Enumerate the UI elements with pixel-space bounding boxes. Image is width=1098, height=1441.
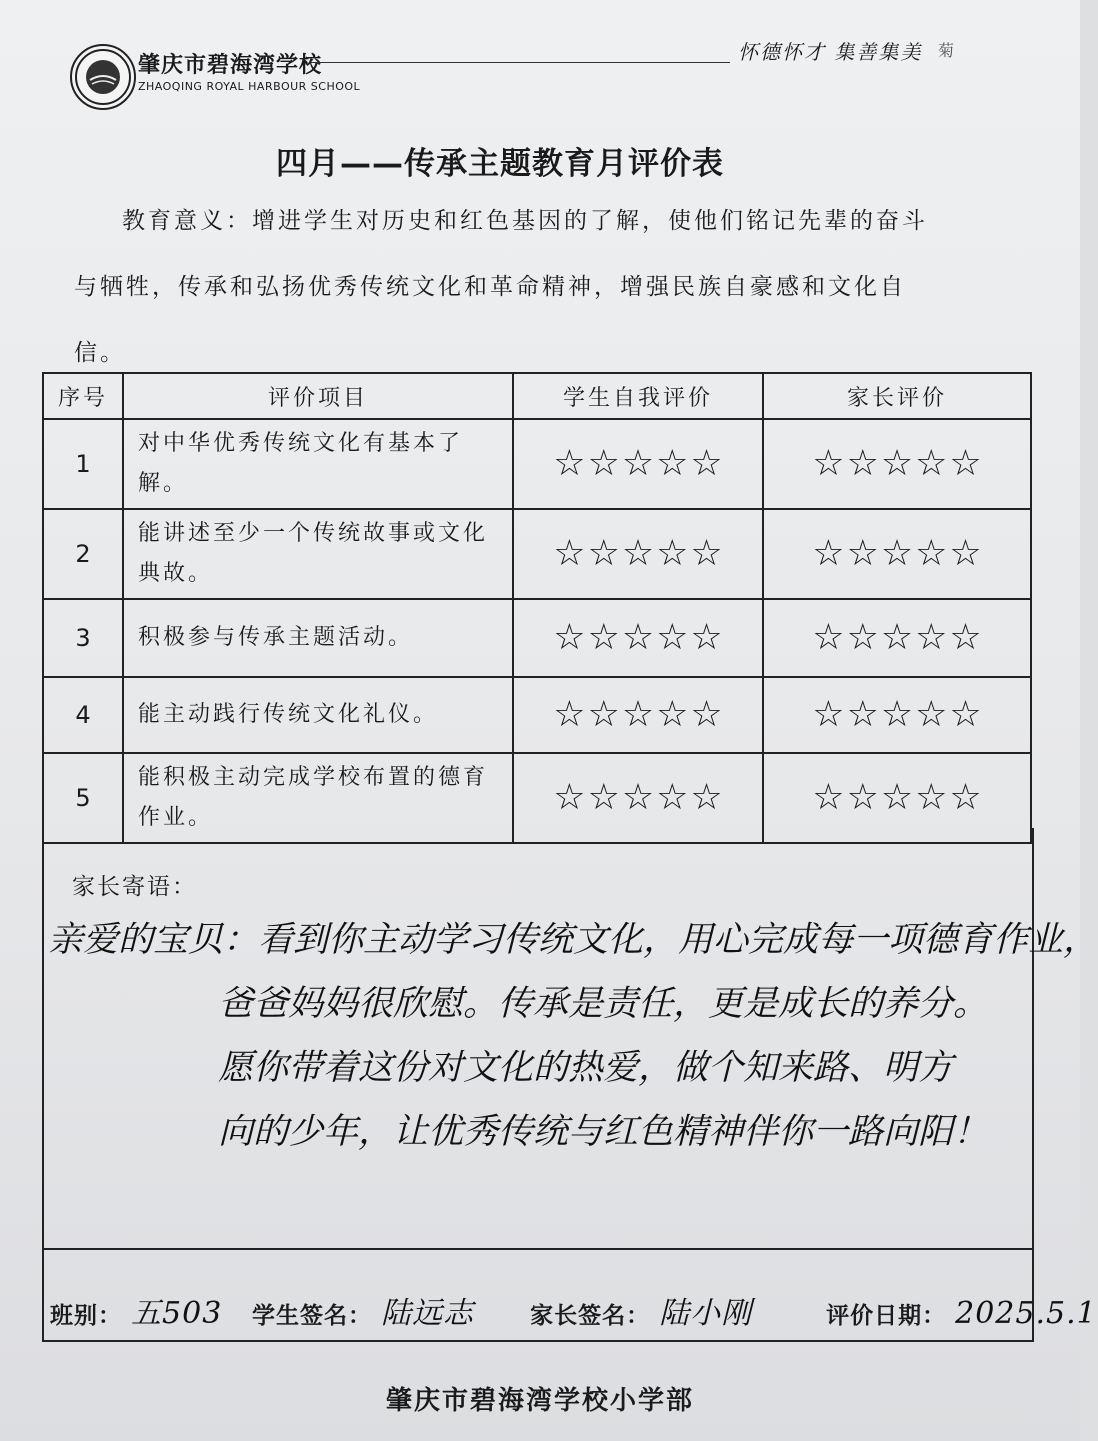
star-icon: ☆	[846, 533, 879, 574]
row-number: 3	[43, 599, 123, 677]
star-icon: ☆	[812, 617, 845, 658]
star-icon: ☆	[656, 777, 689, 818]
row-item: 能讲述至少一个传统故事或文化典故。	[123, 509, 513, 599]
star-rating	[552, 617, 723, 658]
star-icon: ☆	[915, 443, 948, 484]
parent-comment-label: 家长寄语：	[72, 874, 197, 900]
star-rating	[811, 694, 982, 735]
row-number: 5	[43, 753, 123, 843]
comment-line: 亲爱的宝贝：看到你主动学习传统文化，用心完成每一项德育作业，	[48, 920, 1098, 960]
star-icon: ☆	[690, 694, 723, 735]
date-label: 评价日期：	[826, 1303, 947, 1329]
star-icon: ☆	[553, 443, 586, 484]
date-value: 2025.5.1	[955, 1296, 1097, 1331]
star-icon: ☆	[621, 533, 655, 574]
table-row	[43, 599, 1031, 677]
school-name-en: ZHAOQING ROYAL HARBOUR SCHOOL	[138, 80, 361, 93]
star-icon: ☆	[690, 777, 723, 818]
table-header-row	[43, 373, 1031, 419]
star-icon: ☆	[587, 694, 620, 735]
motto-seal: 菊	[938, 41, 955, 60]
evaluation-table	[42, 372, 1032, 844]
star-icon: ☆	[949, 617, 982, 658]
page-title: 四月——传承主题教育月评价表	[276, 146, 724, 182]
star-icon: ☆	[553, 777, 586, 818]
school-motto: 怀德怀才 集善集美	[738, 40, 923, 64]
student-signature: 陆远志	[381, 1296, 475, 1331]
row-item: 对中华优秀传统文化有基本了解。	[123, 419, 513, 509]
star-icon: ☆	[915, 533, 948, 574]
star-icon: ☆	[690, 533, 723, 574]
star-icon: ☆	[621, 777, 655, 818]
star-icon: ☆	[656, 617, 689, 658]
star-rating	[811, 443, 982, 484]
star-icon: ☆	[587, 443, 620, 484]
star-icon: ☆	[690, 617, 723, 658]
star-icon: ☆	[949, 443, 982, 484]
comment-line: 爸爸妈妈很欣慰。传承是责任，更是成长的养分。	[218, 984, 989, 1024]
star-icon: ☆	[880, 617, 914, 658]
star-rating	[811, 617, 982, 658]
star-rating	[811, 777, 982, 818]
header-item: 评价项目	[123, 373, 513, 419]
star-icon: ☆	[880, 777, 914, 818]
comment-line: 向的少年，让优秀传统与红色精神伴你一路向阳！	[218, 1112, 989, 1152]
star-icon: ☆	[880, 694, 914, 735]
parent-signature: 陆小刚	[659, 1296, 753, 1331]
star-icon: ☆	[621, 694, 655, 735]
star-icon: ☆	[587, 777, 620, 818]
header-number: 序号	[43, 373, 123, 419]
star-icon: ☆	[656, 443, 689, 484]
star-icon: ☆	[846, 617, 879, 658]
table-row	[43, 509, 1031, 599]
parent-comment-text	[48, 908, 1098, 1164]
header-self-eval: 学生自我评价	[513, 373, 763, 419]
star-icon: ☆	[915, 777, 948, 818]
star-rating	[552, 777, 723, 818]
parent-sign-label: 家长签名：	[530, 1303, 651, 1329]
table-row	[43, 677, 1031, 753]
class-value: 五503	[131, 1296, 223, 1331]
star-icon: ☆	[587, 533, 620, 574]
star-icon: ☆	[949, 533, 982, 574]
parent-eval-cell	[763, 677, 1031, 753]
row-item: 能积极主动完成学校布置的德育作业。	[123, 753, 513, 843]
parent-eval-cell	[763, 509, 1031, 599]
school-name-cn: 肇庆市碧海湾学校	[138, 53, 323, 78]
header-divider	[310, 62, 730, 63]
class-label: 班别：	[50, 1303, 122, 1329]
row-number: 1	[43, 419, 123, 509]
self-eval-cell	[513, 599, 763, 677]
row-number: 4	[43, 677, 123, 753]
comment-line: 愿你带着这份对文化的热爱，做个知来路、明方	[218, 1048, 954, 1088]
star-icon: ☆	[553, 533, 586, 574]
footer-school: 肇庆市碧海湾学校小学部	[385, 1386, 694, 1416]
star-icon: ☆	[812, 694, 845, 735]
star-icon: ☆	[846, 443, 879, 484]
self-eval-cell	[513, 509, 763, 599]
star-icon: ☆	[587, 617, 620, 658]
star-icon: ☆	[880, 443, 914, 484]
star-icon: ☆	[553, 617, 586, 658]
star-icon: ☆	[656, 694, 689, 735]
star-rating	[552, 533, 723, 574]
self-eval-cell	[513, 419, 763, 509]
star-icon: ☆	[812, 533, 845, 574]
star-icon: ☆	[621, 617, 655, 658]
star-icon: ☆	[880, 533, 914, 574]
star-icon: ☆	[812, 777, 845, 818]
star-rating	[811, 533, 982, 574]
row-number: 2	[43, 509, 123, 599]
self-eval-cell	[513, 677, 763, 753]
row-item: 积极参与传承主题活动。	[123, 599, 513, 677]
star-icon: ☆	[656, 533, 689, 574]
star-icon: ☆	[690, 443, 723, 484]
header-parent-eval: 家长评价	[763, 373, 1031, 419]
school-logo-icon	[70, 44, 136, 110]
star-icon: ☆	[949, 694, 982, 735]
row-item: 能主动践行传统文化礼仪。	[123, 677, 513, 753]
star-icon: ☆	[553, 694, 586, 735]
star-rating	[552, 694, 723, 735]
star-icon: ☆	[621, 443, 655, 484]
education-purpose: 教育意义：增进学生对历史和红色基因的了解，使他们铭记先辈的奋斗与牺牲，传承和弘扬优秀传统文化和革命精神，增强民族自豪感和文化自信。	[74, 208, 928, 366]
star-rating	[552, 443, 723, 484]
star-icon: ☆	[846, 777, 879, 818]
parent-eval-cell	[763, 419, 1031, 509]
star-icon: ☆	[846, 694, 879, 735]
student-sign-label: 学生签名：	[252, 1303, 373, 1329]
star-icon: ☆	[949, 777, 982, 818]
star-icon: ☆	[915, 694, 948, 735]
signature-row	[50, 1288, 1097, 1332]
star-icon: ☆	[812, 443, 845, 484]
parent-eval-cell	[763, 599, 1031, 677]
star-icon: ☆	[915, 617, 948, 658]
table-row	[43, 419, 1031, 509]
